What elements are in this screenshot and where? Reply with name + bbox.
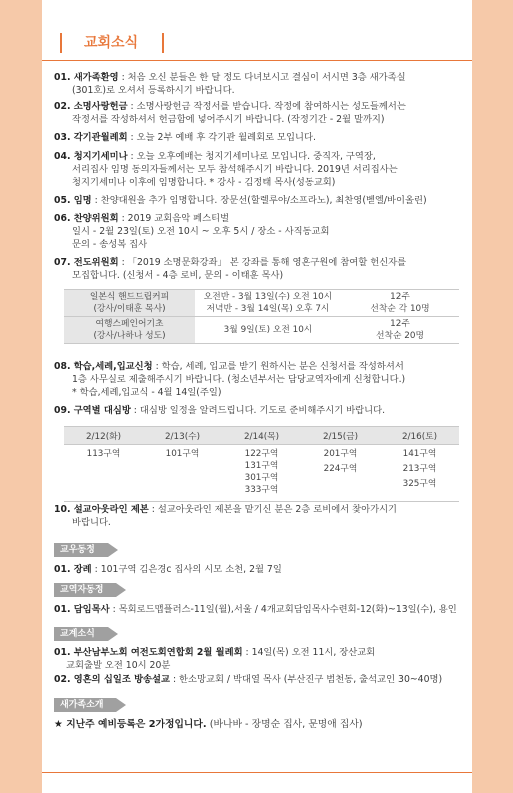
visit-districts: 113구역 bbox=[64, 445, 143, 502]
header-divider bbox=[42, 60, 472, 61]
program-time: 오전반 - 3월 13일(수) 오전 10시 저녁반 - 3월 14일(목) 오후 7시 bbox=[195, 290, 341, 317]
section-entry: 02. 영혼의 십일조 방송설교 : 한소망교회 / 박대열 목사 (부산진구 범천동, 출석교인 30~40명) bbox=[54, 674, 443, 685]
program-time: 3월 9일(토) 오전 10시 bbox=[195, 317, 341, 344]
visit-date: 2/12(화) bbox=[64, 427, 143, 445]
program-info: 12주 선착순 각 10명 bbox=[341, 290, 459, 317]
visit-districts: 141구역 213구역 325구역 bbox=[380, 445, 459, 502]
notice-label: 03. 각기관월례회 bbox=[54, 132, 128, 143]
notice-text: : 설교아웃라인 제본을 맡기신 분은 2층 로비에서 찾아가시기 bbox=[148, 504, 398, 515]
section-entry: 01. 담임목사 : 목회로드맵플러스-11일(월),서울 / 4개교회담임목사수련회-12(화)~13일(수), 용인 bbox=[54, 604, 457, 615]
notice-label: 04. 청지기세미나 bbox=[54, 151, 128, 162]
notice-item-10 bbox=[54, 503, 469, 529]
notice-label: 02. 소명사랑헌금 bbox=[54, 101, 128, 112]
notice-item-09 bbox=[54, 404, 469, 417]
notice-label: 07. 전도위원회 bbox=[54, 257, 119, 268]
section-tag-church-world-news: 교계소식 bbox=[54, 627, 108, 641]
table-row bbox=[64, 290, 459, 317]
section-tag-member-news: 교우동정 bbox=[54, 543, 108, 557]
notice-text: 서리집사 임명 동의자들께서는 모두 참석해주시기 바랍니다. 2019년 서리집사는 bbox=[72, 164, 398, 175]
notice-label: 05. 임명 bbox=[54, 195, 92, 206]
notice-text: * 학습,세례,입교식 - 4월 14일(주일) bbox=[72, 387, 222, 398]
visit-date: 2/13(수) bbox=[143, 427, 222, 445]
notice-text: : 찬양대원을 추가 임명합니다. 장문선(할렐루야/소프라노), 최찬영(벧엘/바이올린) bbox=[91, 195, 427, 206]
program-table bbox=[64, 289, 459, 344]
notice-text: 일시 - 2월 23일(토) 오전 10시 ~ 오후 5시 / 장소 - 사직동교회 bbox=[72, 226, 330, 237]
notice-text: : 「2019 소명문화강좌」 본 강좌를 통해 영혼구원에 참여할 헌신자를 bbox=[118, 257, 407, 268]
notice-text: : 학습, 세례, 입교를 받기 원하시는 분은 신청서를 작성하셔서 bbox=[152, 361, 404, 372]
notice-item-05 bbox=[54, 194, 469, 207]
notice-text: : 오늘 오후예배는 청지기세미나로 모입니다. 중직자, 구역장, bbox=[127, 151, 376, 162]
notice-item-08 bbox=[54, 360, 469, 399]
notice-text: : 2019 교회음악 페스티벌 bbox=[118, 213, 230, 224]
visit-districts: 101구역 bbox=[143, 445, 222, 502]
notice-item-01 bbox=[54, 71, 469, 97]
notice-item-03 bbox=[54, 131, 469, 144]
notice-text: 작정서를 작성하셔서 헌금함에 넣어주시기 바랍니다. (작정기간 - 2월 말까지) bbox=[72, 114, 385, 125]
table-header-row bbox=[64, 427, 459, 445]
program-info: 12주 선착순 20명 bbox=[341, 317, 459, 344]
table-row bbox=[64, 317, 459, 344]
section-entry: ★ 지난주 예비등록은 2가정입니다. (바나바 - 장명순 집사, 문명애 집사) bbox=[54, 719, 363, 730]
notice-text: 청지기세미나 이후에 임명합니다. * 강사 - 김정태 목사(성동교회) bbox=[72, 177, 336, 188]
notice-item-02 bbox=[54, 100, 469, 126]
section-tag-new-family: 새가족소개 bbox=[54, 698, 116, 712]
notice-item-07 bbox=[54, 256, 469, 282]
notice-text: : 소명사랑헌금 작정서를 받습니다. 작정에 참여하시는 성도들께서는 bbox=[127, 101, 406, 112]
section-entry: 01. 장례 : 101구역 김은경c 집사의 시모 소천, 2월 7일 bbox=[54, 564, 282, 575]
visit-date: 2/14(목) bbox=[222, 427, 301, 445]
notice-label: 10. 설교아웃라인 제본 bbox=[54, 504, 149, 515]
program-name: 여행스페인어기초 (강사/나하나 성도) bbox=[64, 317, 195, 344]
section-entry: 01. 부산남부노회 여전도회연합회 2월 월례회 : 14일(목) 오전 11시, 장산교회 교회출발 오전 10시 20분 bbox=[54, 647, 376, 671]
notice-text: 바랍니다. bbox=[72, 517, 111, 528]
visit-districts: 122구역 131구역 301구역 333구역 bbox=[222, 445, 301, 502]
visit-schedule-table bbox=[64, 426, 459, 502]
program-name: 일본식 핸드드립커피 (강사/이태훈 목사) bbox=[64, 290, 195, 317]
notice-text: 1층 사무실로 제출해주시기 바랍니다. (청소년부서는 담당교역자에게 신청합니다.) bbox=[72, 374, 406, 385]
notice-text: 모집합니다. (신청서 - 4층 로비, 문의 - 이태훈 목사) bbox=[72, 270, 284, 281]
notice-label: 09. 구역별 대심방 bbox=[54, 405, 131, 416]
header-bar-left bbox=[60, 33, 62, 53]
notice-label: 06. 찬양위원회 bbox=[54, 213, 119, 224]
notice-item-06 bbox=[54, 212, 469, 251]
page-title: 교회소식 bbox=[84, 35, 139, 51]
visit-districts: 201구역 224구역 bbox=[301, 445, 380, 502]
notice-item-04 bbox=[54, 150, 469, 189]
section-tag-pastor-news: 교역자동정 bbox=[54, 583, 116, 597]
notice-text: : 오늘 2부 예배 후 각기관 월례회로 모입니다. bbox=[127, 132, 316, 143]
footer-divider bbox=[42, 772, 472, 773]
notice-text: (301호)로 오셔서 등록하시기 바랍니다. bbox=[72, 85, 235, 96]
notice-text: 문의 - 송성복 집사 bbox=[72, 239, 148, 250]
visit-date: 2/16(토) bbox=[380, 427, 459, 445]
visit-date: 2/15(금) bbox=[301, 427, 380, 445]
notice-label: 08. 학습,세례,입교신청 bbox=[54, 361, 153, 372]
header-bar-right bbox=[162, 33, 164, 53]
notice-text: : 처음 오신 분들은 한 달 정도 다녀보시고 결심이 서시면 3층 새가족실 bbox=[118, 72, 406, 83]
notice-label: 01. 새가족환영 bbox=[54, 72, 119, 83]
table-row bbox=[64, 445, 459, 502]
notice-text: : 대심방 일정을 알려드립니다. 기도로 준비해주시기 바랍니다. bbox=[130, 405, 386, 416]
